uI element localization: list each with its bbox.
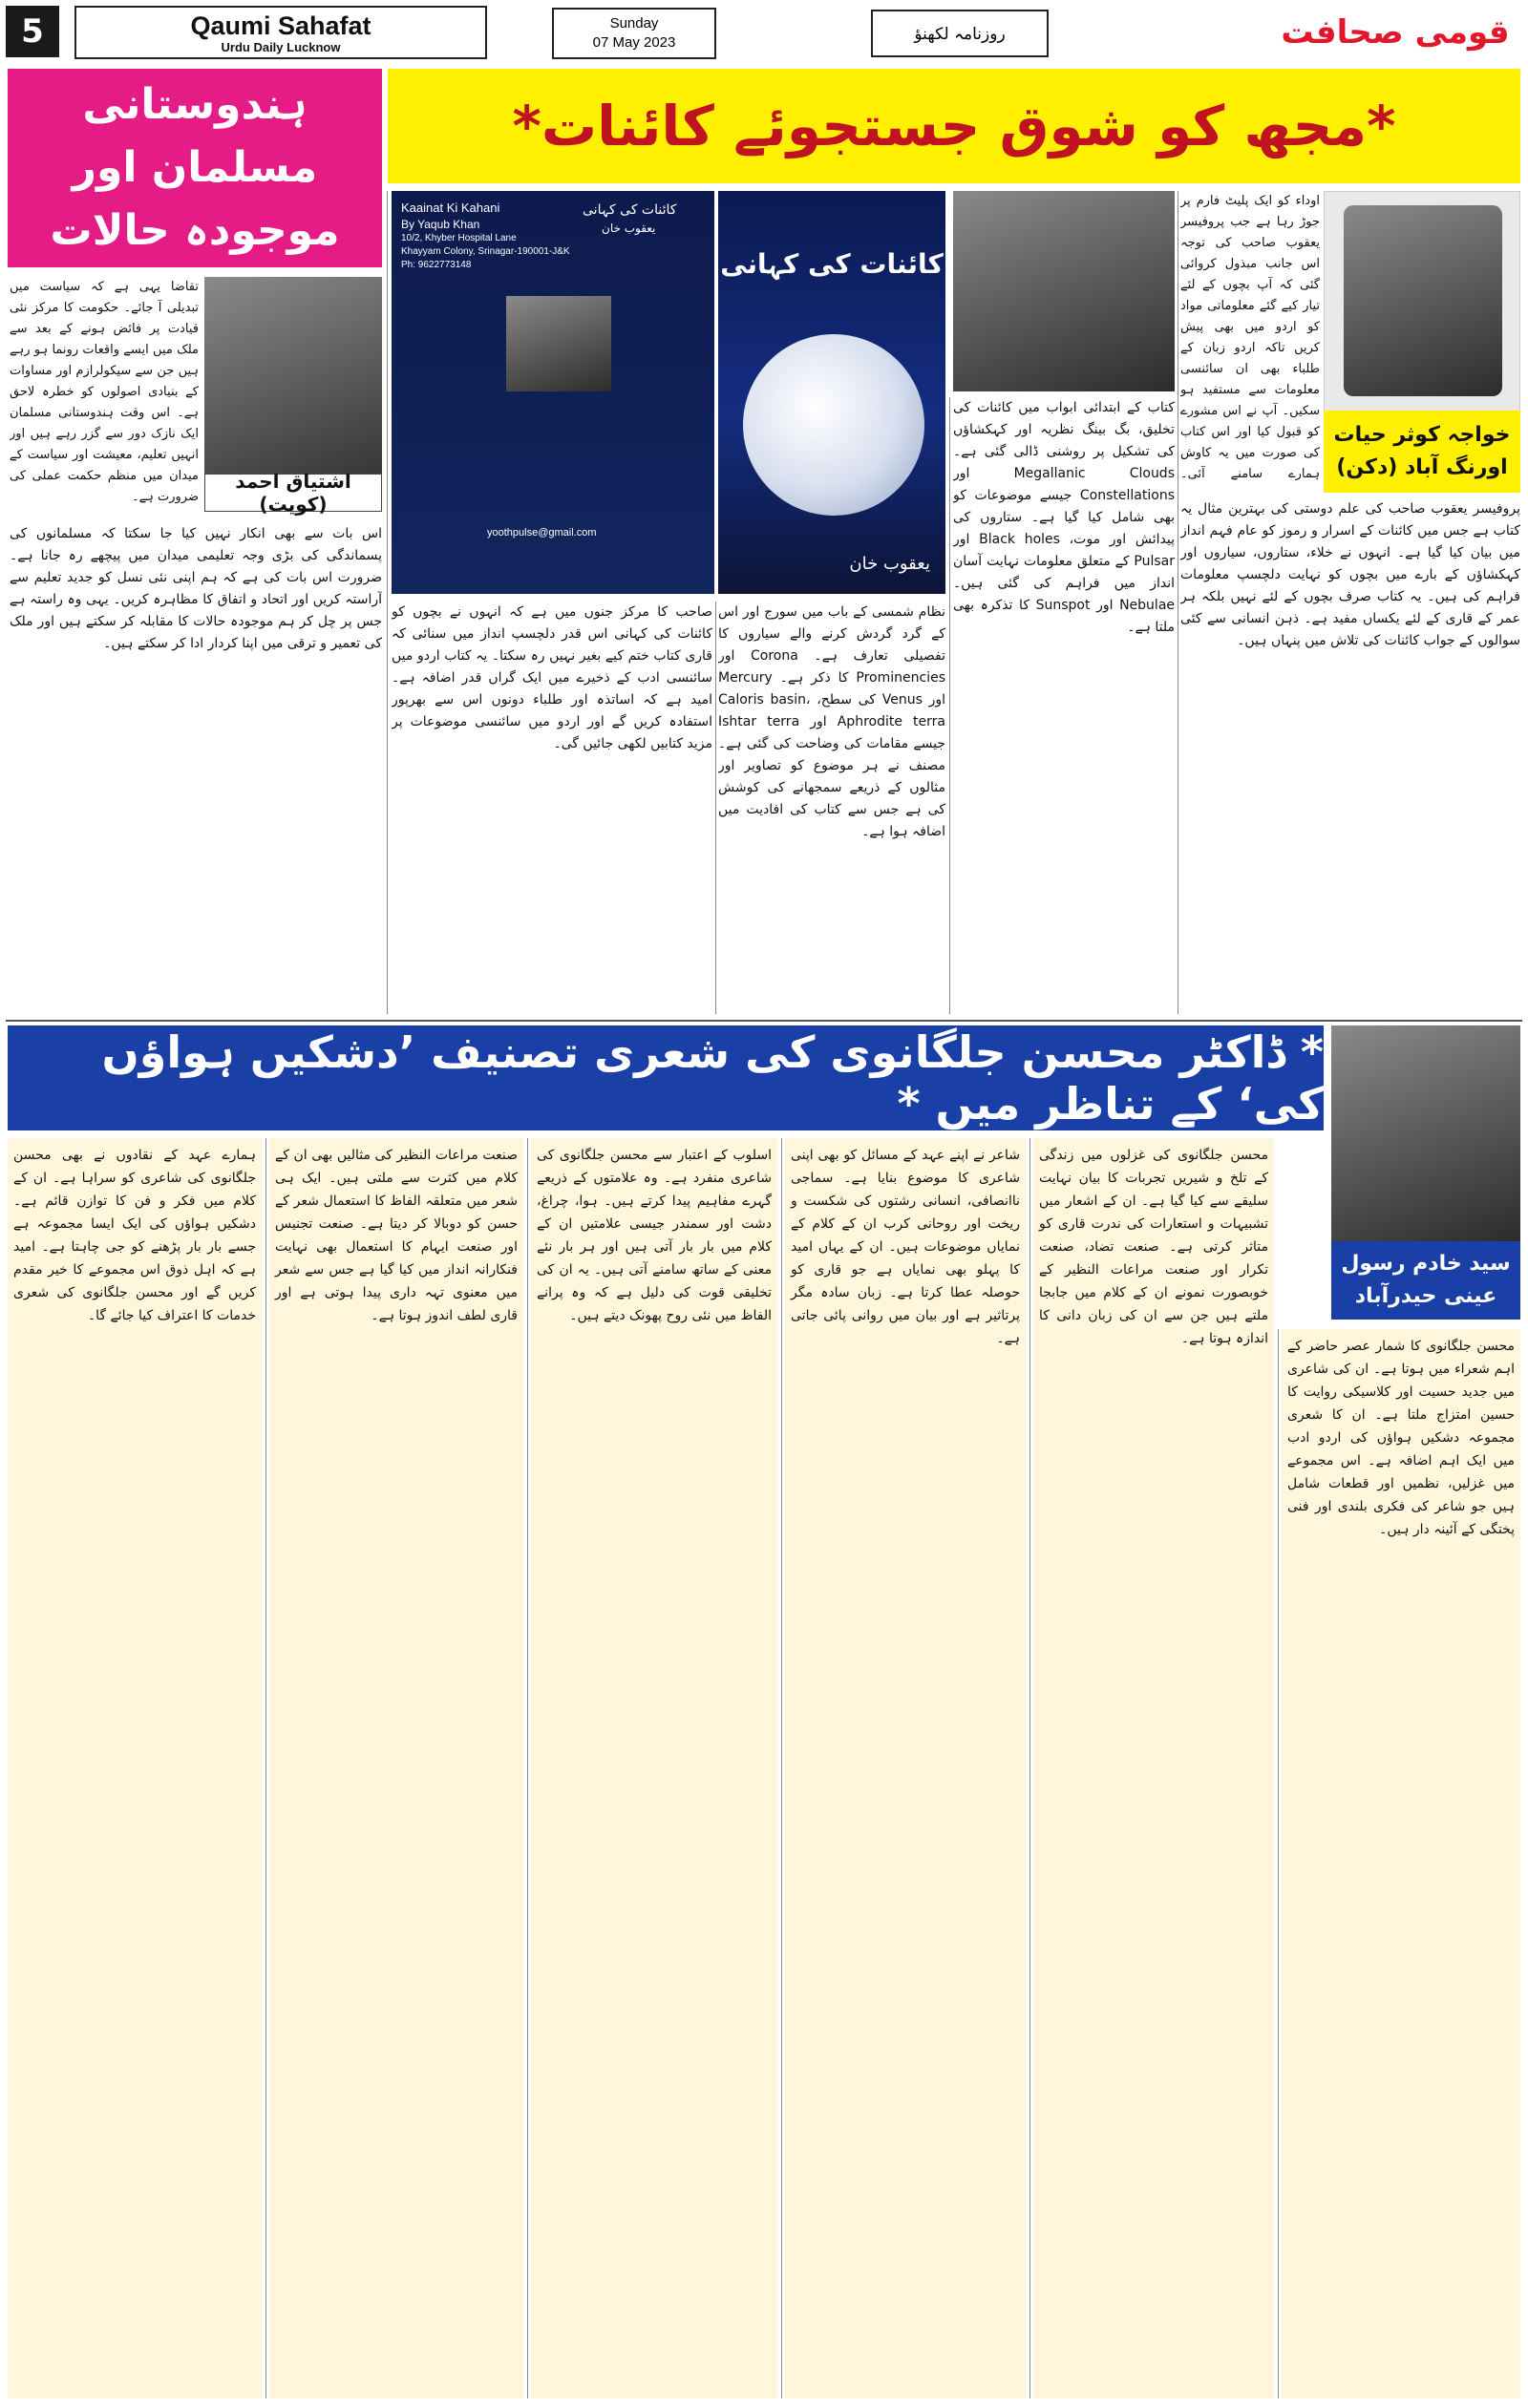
daily-box: روزنامہ لکھنؤ: [871, 10, 1049, 57]
professor-photo: [953, 191, 1175, 391]
book-front-cover: [718, 191, 945, 594]
back-cover-address-1: 10/2, Khyber Hospital Lane: [401, 233, 517, 243]
top-column-1: اوداء کو ایک پلیٹ فارم پر جوڑ رہا ہے جب پروفیسر یعقوب صاحب کی توجہ اس جانب مبذول کروائی گئی کہ آپ بچوں کے لئے تیار کیے گئے معلوماتی مواد کو اردو میں بھی پیش کریں تاکہ اردو زبان کے طلباء بھی ان سائنسی معلومات سے مستفید ہو سکیں۔ آپ نے اس مشورے کو قبول کیا اور اس کتاب کی صورت میں یہ کاوش ہمارے سامنے آئی۔: [1180, 194, 1320, 481]
back-cover-title-en: Kaainat Ki Kahani: [401, 201, 500, 215]
column-rule: [949, 397, 950, 1014]
top-author-caption: خواجہ کوثر حیات اورنگ آباد (دکن): [1324, 411, 1520, 493]
back-cover-address-2: Khayyam Colony, Srinagar-190001-J&K: [401, 246, 570, 257]
top-column-5: صاحب کا مرکز جنوں میں ہے کہ انہوں نے بچوں کو کائنات کی کہانی اس قدر دلچسپ انداز میں سنائی کہ قاری کتاب ختم کیے بغیر نہیں رہ سکتا۔ یہ کتاب اردو میں سائنسی ادب کے ذخیرے میں ایک گراں قدر اضافہ ہے۔ امید ہے کہ اساتذہ اور طلباء دونوں اس سے بھرپور استفادہ کریں گے اور اردو میں سائنسی موضوعات پر مزید کتابیں لکھی جائیں گی۔: [392, 604, 712, 751]
top-column-3: کتاب کے ابتدائی ابواب میں کائنات کی تخلیق، بگ بینگ نظریہ اور کہکشاؤں کی تشکیل پر روشنی ڈالی گئی ہے۔ Megallanic Clouds اور Constellations جیسے موضوعات کو بھی شامل کیا گیا ہے۔ ستاروں کی پیدائش اور موت، Black holes اور Pulsar کے متعلق معلومات نہایت آسان انداز میں فراہم کی گئی ہیں۔ Nebulae اور Sunspot کا تذکرہ بھی ملتا ہے۔: [953, 400, 1175, 635]
top-headline: *مجھ کو شوق جستجوئے کائنات*: [388, 69, 1520, 183]
back-cover-author-ur: یعقوب خان: [602, 222, 656, 235]
bottom-column-2: محسن جلگانوی کی غزلوں میں زندگی کے تلخ و شیریں تجربات کا بیان نہایت سلیقے سے کیا گیا ہے۔ ان کے اشعار میں تشبیہات و استعارات کی ندرت قاری کو متاثر کرتی ہے۔ صنعت تضاد، صنعت تکرار اور صنعت مراعات النظیر کے خوبصورت نمونے ان کے کلام میں جابجا ملتے ہیں جن سے ان کی زبان دانی کا اندازہ ہوتا ہے۔: [1033, 1138, 1274, 2398]
newspaper-logo: قومی صحافت: [1281, 13, 1510, 52]
column-rule: [1278, 1329, 1279, 2398]
back-cover-email: yoothpulse@gmail.com: [487, 527, 597, 539]
side-headline-text: ہندوستانی مسلمان اور موجودہ حالات: [50, 80, 340, 255]
brand-subtitle: Urdu Daily Lucknow: [221, 39, 341, 54]
section-divider: [6, 1020, 1522, 1022]
issue-date: 07 May 2023: [592, 34, 676, 51]
top-column-2: پروفیسر یعقوب صاحب کی علم دوستی کی بہترین مثال یہ کتاب ہے جس میں کائنات کے اسرار و رموز کو عام فہم انداز میں بیان کیا گیا ہے۔ انہوں نے خلاء، ستاروں، سیاروں اور کہکشاؤں کے بارے میں بچوں کو نہایت دلچسپ معلومات فراہم کی ہیں۔ یہ کتاب صرف بچوں کے لئے نہیں بلکہ ہر عمر کے قاری کے لئے یکساں مفید ہے۔ ذہن انسانی سے کئی سوالوں کے جواب کائنات کی تلاش میں پنہاں ہیں۔: [1180, 501, 1520, 648]
bottom-column-6: ہمارے عہد کے نقادوں نے بھی محسن جلگانوی کی شاعری کو سراہا ہے۔ ان کے کلام میں فکر و فن کا توازن قائم ہے۔ دشکیں ہواؤں کی ایک ایسا مجموعہ ہے جسے بار بار پڑھنے کو جی چاہتا ہے۔ امید ہے کہ اہل ذوق اس مجموعے کا خیر مقدم کریں گے اور محسن جلگانوی کی شعری خدمات کا اعتراف کیا جائے گا۔: [8, 1138, 262, 2398]
page-number: 5: [6, 6, 59, 57]
bottom-column-4: اسلوب کے اعتبار سے محسن جلگانوی کی شاعری منفرد ہے۔ وہ علامتوں کے ذریعے گہرے مفاہیم پیدا کرتے ہیں۔ ہوا، چراغ، دشت اور سمندر جیسی علامتیں ان کے کلام میں بار بار آتی ہیں اور ہر بار نئے معنی کے ساتھ سامنے آتی ہیں۔ یہ ان کی تخلیقی قوت کی دلیل ہے کہ وہ پرانے الفاظ میں نئی روح پھونک دیتے ہیں۔: [531, 1138, 777, 2398]
column-rule: [781, 1138, 782, 2398]
side-author-caption: اشتیاق احمد (کویت): [204, 474, 382, 512]
side-column-1: تقاضا یہی ہے کہ سیاست میں تبدیلی آ جائے۔ حکومت کا مرکز نئی قیادت پر فائض ہونے کے بعد سے ملک میں ایسے واقعات رونما ہو رہے ہیں جن سے سیکولرازم اور مساوات کے بنیادی اصولوں کو خطرہ لاحق ہے۔ اس وقت ہندوستانی مسلمان ایک نازک دور سے گزر رہے ہیں اور انہیں تعلیم، معیشت اور سیاست کے میدان میں منظم حکمت عملی کی ضرورت ہے۔: [10, 280, 199, 504]
author-photo-frame: [1324, 191, 1520, 420]
bottom-headline: * ڈاکٹر محسن جلگانوی کی شعری تصنیف ’دشکیں ہواؤں کی‘ کے تناظر میں *: [8, 1025, 1324, 1130]
top-author-photo: [1344, 205, 1502, 396]
back-cover-title-ur: کائنات کی کہانی: [583, 202, 677, 218]
side-column-2: اس بات سے بھی انکار نہیں کیا جا سکتا کہ مسلمانوں کی پسماندگی کی بڑی وجہ تعلیمی میدان میں پیچھے رہ جانا ہے۔ ضرورت اس بات کی ہے کہ ہم اپنی نئی نسل کو جدید تعلیم سے آراستہ کریں اور اتحاد و اتفاق کا مظاہرہ کریں۔ یہی وہ راستہ ہے جس پر چل کر ہم موجودہ حالات کا مقابلہ کر سکتے ہیں اور ملک کی تعمیر و ترقی میں اپنا کردار ادا کر سکتے ہیں۔: [10, 526, 382, 651]
book-back-cover: [392, 191, 714, 594]
bottom-author-photo: [1331, 1025, 1520, 1241]
back-cover-author-photo: [506, 296, 611, 391]
bottom-author-caption: سید خادم رسول عینی حیدرآباد: [1331, 1241, 1520, 1320]
column-rule: [1029, 1138, 1030, 2398]
back-cover-author-en: By Yaqub Khan: [401, 218, 480, 231]
bottom-column-3: شاعر نے اپنے عہد کے مسائل کو بھی اپنی شاعری کا موضوع بنایا ہے۔ سماجی ناانصافی، انسانی رشتوں کی شکست و ریخت اور روحانی کرب ان کے کلام کے نمایاں موضوعات ہیں۔ ان کے یہاں امید کا پہلو بھی نمایاں ہے جو قاری کو حوصلہ عطا کرتا ہے۔ زبان سادہ مگر پرتاثیر ہے اور بیان میں روانی پائی جاتی ہے۔: [785, 1138, 1026, 2398]
column-rule: [265, 1138, 266, 2398]
column-rule: [715, 602, 716, 1014]
moon-illustration: [743, 334, 924, 516]
column-rule: [387, 191, 388, 1014]
side-headline: [8, 69, 382, 267]
back-cover-phone: Ph: 9622773148: [401, 260, 472, 270]
column-rule: [527, 1138, 528, 2398]
issue-day: Sunday: [609, 15, 659, 32]
date-box: [552, 8, 716, 59]
book-author: یعقوب خان: [849, 554, 930, 574]
bottom-column-5: صنعت مراعات النظیر کی مثالیں بھی ان کے کلام میں کثرت سے ملتی ہیں۔ ایک ہی شعر میں متعلقہ الفاظ کا استعمال شعر کے حسن کو دوبالا کر دیتا ہے۔ صنعت تجنیس اور صنعت ایہام کا استعمال بھی نہایت فنکارانہ انداز میں کیا گیا ہے جس سے شعر میں معنوی تہہ داری پیدا ہوتی ہے اور قاری لطف اندوز ہوتا ہے۔: [269, 1138, 523, 2398]
top-column-4: نظام شمسی کے باب میں سورج اور اس کے گرد گردش کرنے والے سیاروں کا تفصیلی تعارف ہے۔ Corona اور Prominencies کا ذکر ہے۔ Mercury اور Venus کی سطح، Caloris basin، Aphrodite terra اور Ishtar terra جیسے مقامات کی وضاحت کی گئی ہے۔ مصنف نے ہر موضوع کو تصاویر اور مثالوں کے ذریعے سمجھانے کی کوشش کی ہے جس سے کتاب کی افادیت میں اضافہ ہوا ہے۔: [718, 604, 945, 839]
book-title: کائنات کی کہانی: [720, 248, 944, 280]
brand-box: [74, 6, 487, 59]
bottom-column-1: محسن جلگانوی کا شمار عصر حاضر کے اہم شعراء میں ہوتا ہے۔ ان کی شاعری میں جدید حسیت اور کلاسیکی روایت کا حسین امتزاج ملتا ہے۔ ان کا شعری مجموعہ دشکیں ہواؤں کی اردو ادب میں ایک اہم اضافہ ہے۔ اس مجموعے میں غزلیں، نظمیں اور قطعات شامل ہیں جو شاعر کی فکری بلندی اور فنی پختگی کے آئینہ دار ہیں۔: [1282, 1329, 1520, 2398]
brand-name: Qaumi Sahafat: [190, 11, 371, 40]
